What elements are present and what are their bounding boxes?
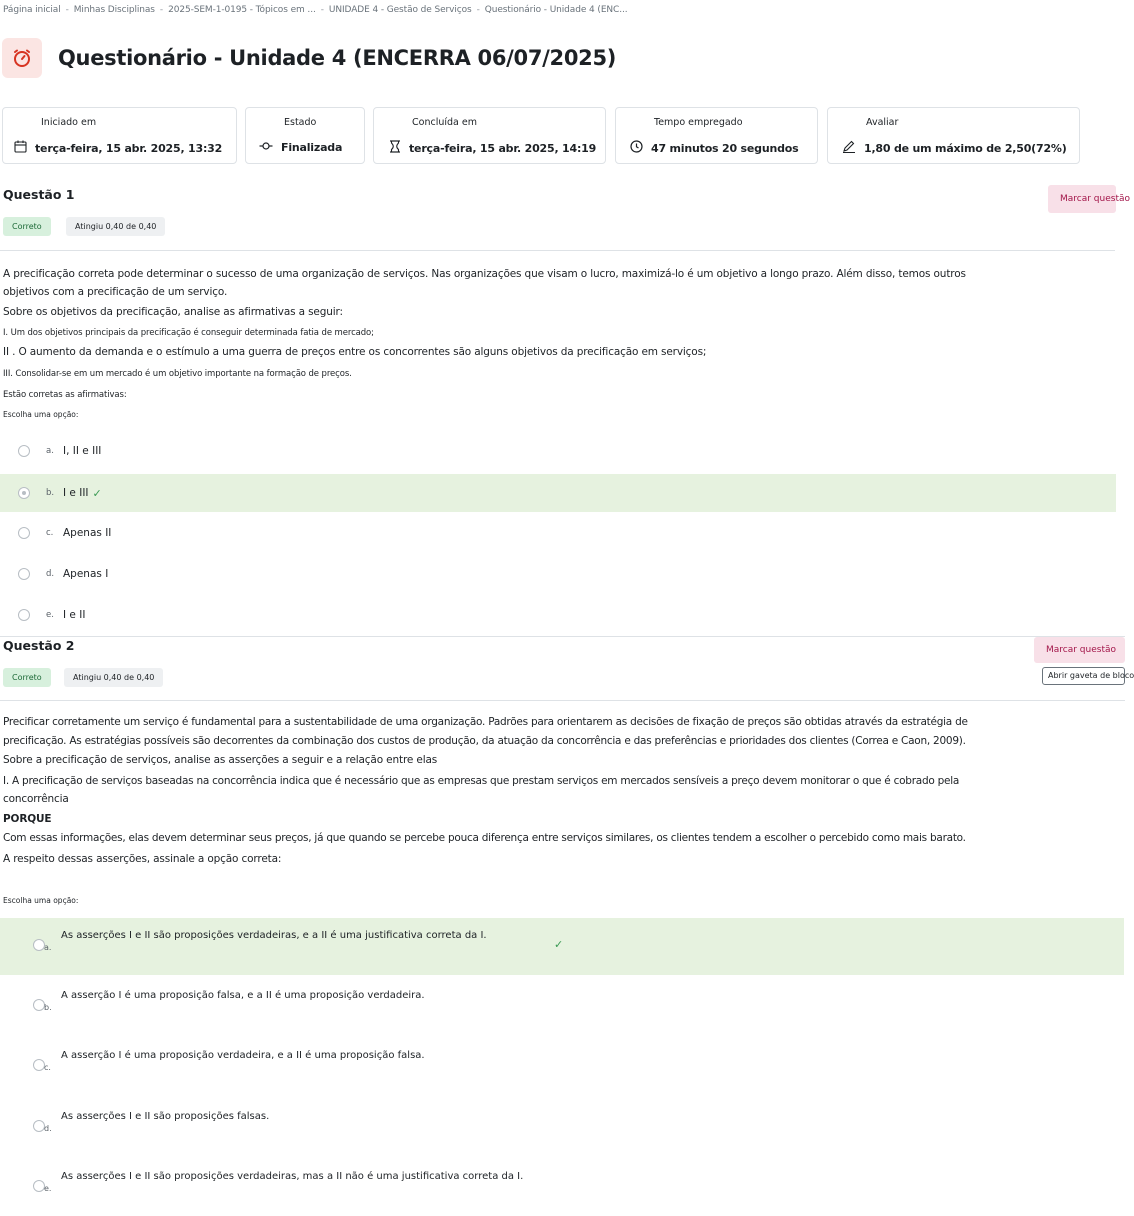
breadcrumb-unit-link[interactable]: UNIDADE 4 - Gestão de Serviços	[328, 5, 472, 15]
question-1-option-d[interactable]	[0, 555, 1116, 593]
check-icon: ✓	[554, 938, 564, 951]
radio-button[interactable]	[18, 568, 30, 580]
breadcrumb	[3, 5, 628, 15]
question-2-grade-badge: Atingiu 0,40 de 0,40	[64, 668, 163, 687]
option-letter: c.	[46, 528, 54, 538]
question-1-statement-3: III. Consolidar-se em um mercado é um objetivo importante na formação de preços.	[3, 369, 352, 379]
clock-icon	[630, 140, 643, 156]
question-2-text-line: Precificar corretamente um serviço é fundamental para a sustentabilidade de uma organização. Padrões para orientarem as decisões de fixação de preços são obtidas através da estratégia de	[3, 716, 968, 728]
option-text: As asserções I e II são proposições verdadeiras, mas a II não é uma justificativa correta da I.	[61, 1171, 524, 1182]
page-title: Questionário - Unidade 4 (ENCERRA 06/07/2025)	[58, 46, 617, 70]
option-letter: e.	[44, 1184, 52, 1193]
question-2-text-line: Sobre a precificação de serviços, analise as asserções a seguir e a relação entre elas	[3, 754, 438, 766]
hourglass-icon	[389, 140, 401, 156]
commit-icon	[259, 140, 273, 155]
question-2-status-badge: Correto	[3, 668, 51, 687]
option-text: I, II e III	[63, 445, 102, 457]
time-value: 47 minutos 20 segundos	[651, 141, 799, 155]
completed-label: Concluída em	[412, 117, 477, 128]
summary-completed	[373, 107, 606, 164]
question-2-assertion-2: Com essas informações, elas devem determinar seus preços, já que quando se percebe pouca diferença entre serviços similares, os clientes tendem a escolher o percebido como mais barato.	[3, 832, 966, 844]
summary-state	[245, 107, 365, 164]
question-1-option-a[interactable]	[0, 432, 1116, 470]
question-1-text-line: A precificação correta pode determinar o sucesso de uma organização de serviços. Nas organizações que visam o lucro, maximizá-lo é um objetivo a longo prazo. Além disso, temos outros	[3, 268, 966, 280]
option-letter: d.	[44, 1124, 52, 1133]
completed-value: terça-feira, 15 abr. 2025, 14:19	[409, 141, 597, 155]
quiz-timer-icon	[2, 38, 42, 78]
pencil-icon	[842, 140, 856, 156]
question-1-prompt: Escolha uma opção:	[3, 410, 79, 419]
question-2-option-d[interactable]	[0, 1099, 1124, 1156]
flag-question-2-button[interactable]: Marcar questão	[1034, 637, 1125, 663]
option-letter: a.	[44, 943, 52, 952]
option-text: Apenas I	[63, 568, 109, 580]
summary-started	[2, 107, 237, 164]
option-letter: a.	[46, 446, 54, 456]
question-2-option-a[interactable]	[0, 918, 1124, 975]
time-value-row	[630, 140, 798, 156]
calendar-icon	[14, 140, 27, 156]
option-text: Apenas II	[63, 527, 112, 539]
question-1-option-e[interactable]	[0, 596, 1116, 634]
question-2-text-line: precificação. As estratégias possíveis são decorrentes da combinação dos custos de produção, da atuação da concorrência e das preferências e prioridades dos clientes (Correa e Caon, 2009).	[3, 735, 966, 747]
option-text: As asserções I e II são proposições verdadeiras, e a II é uma justificativa correta da I.	[61, 930, 487, 941]
breadcrumb-separator: -	[65, 5, 69, 15]
question-1-grade-badge: Atingiu 0,40 de 0,40	[66, 217, 165, 236]
question-2-option-e[interactable]	[0, 1159, 1124, 1216]
question-1-text-line: objetivos com a precificação de um serviço.	[3, 286, 228, 298]
option-text: I e III	[63, 487, 89, 499]
option-text: A asserção I é uma proposição falsa, e a II é uma proposição verdadeira.	[61, 990, 425, 1001]
page-header	[0, 38, 616, 78]
question-2-option-b[interactable]	[0, 978, 1124, 1035]
state-label: Estado	[284, 117, 317, 128]
question-1-divider	[0, 250, 1115, 251]
breadcrumb-separator: -	[476, 5, 480, 15]
radio-button[interactable]	[18, 609, 30, 621]
question-2-top-divider	[0, 636, 1125, 637]
option-text: As asserções I e II são proposições falsas.	[61, 1111, 270, 1122]
question-1-statement-1: I. Um dos objetivos principais da precificação é conseguir determinada fatia de mercado;	[3, 328, 374, 338]
time-label: Tempo empregado	[654, 117, 743, 128]
breadcrumb-separator: -	[320, 5, 324, 15]
grade-label: Avaliar	[866, 117, 899, 128]
option-letter: d.	[46, 569, 55, 579]
breadcrumb-course-link[interactable]: 2025-SEM-1-0195 - Tópicos em ...	[168, 5, 316, 15]
option-letter: c.	[44, 1063, 51, 1072]
option-text: I e II	[63, 609, 86, 621]
question-1-option-c[interactable]	[0, 514, 1116, 552]
question-2-text-line: concorrência	[3, 793, 69, 805]
question-1-option-b[interactable]	[0, 474, 1116, 512]
check-icon: ✓	[92, 486, 102, 500]
question-2-option-c[interactable]	[0, 1038, 1124, 1095]
question-1-question: Estão corretas as afirmativas:	[3, 390, 127, 400]
state-value: Finalizada	[281, 141, 343, 154]
option-letter: b.	[46, 488, 55, 498]
grade-value: 1,80 de um máximo de 2,50(72%)	[864, 141, 1067, 155]
state-value-row	[259, 140, 342, 155]
question-1-statement-2: II . O aumento da demanda e o estímulo a uma guerra de preços entre os concorrentes são alguns objetivos da precificação em serviços;	[3, 346, 707, 358]
option-letter: e.	[46, 610, 54, 620]
started-value-row	[14, 140, 222, 156]
breadcrumb-home-link[interactable]: Página inicial	[3, 5, 61, 15]
started-value: terça-feira, 15 abr. 2025, 13:32	[35, 141, 223, 155]
question-2-title: Questão 2	[3, 638, 75, 653]
question-2-question: A respeito dessas asserções, assinale a opção correta:	[3, 853, 282, 865]
question-1-status-badge: Correto	[3, 217, 51, 236]
question-2-divider	[0, 700, 1125, 701]
breadcrumb-separator: -	[159, 5, 164, 15]
question-1-title: Questão 1	[3, 187, 75, 202]
question-2-assertion-1: I. A precificação de serviços baseadas na concorrência indica que é necessário que as empresas que prestam serviços em mercados sensíveis a preço devem monitorar o que é cobrado pela	[3, 775, 960, 787]
option-text: A asserção I é uma proposição verdadeira, e a II é uma proposição falsa.	[61, 1050, 425, 1061]
started-label: Iniciado em	[41, 117, 97, 128]
completed-value-row	[389, 140, 596, 156]
question-1-text-line: Sobre os objetivos da precificação, analise as afirmativas a seguir:	[3, 306, 343, 318]
summary-grade	[827, 107, 1080, 164]
open-block-drawer-button[interactable]: Abrir gaveta de bloco	[1042, 667, 1125, 685]
breadcrumb-quiz-link[interactable]: Questionário - Unidade 4 (ENC...	[484, 5, 628, 15]
radio-button[interactable]	[18, 487, 30, 499]
radio-button[interactable]	[18, 527, 30, 539]
flag-question-1-button[interactable]: Marcar questão	[1048, 185, 1116, 213]
summary-time	[615, 107, 818, 164]
breadcrumb-my-courses-link[interactable]: Minhas Disciplinas	[73, 5, 155, 15]
option-letter: b.	[44, 1003, 52, 1012]
question-2-porque: PORQUE	[3, 813, 52, 825]
question-2-prompt: Escolha uma opção:	[3, 896, 79, 905]
radio-button[interactable]	[18, 445, 30, 457]
grade-value-row	[842, 140, 1067, 156]
